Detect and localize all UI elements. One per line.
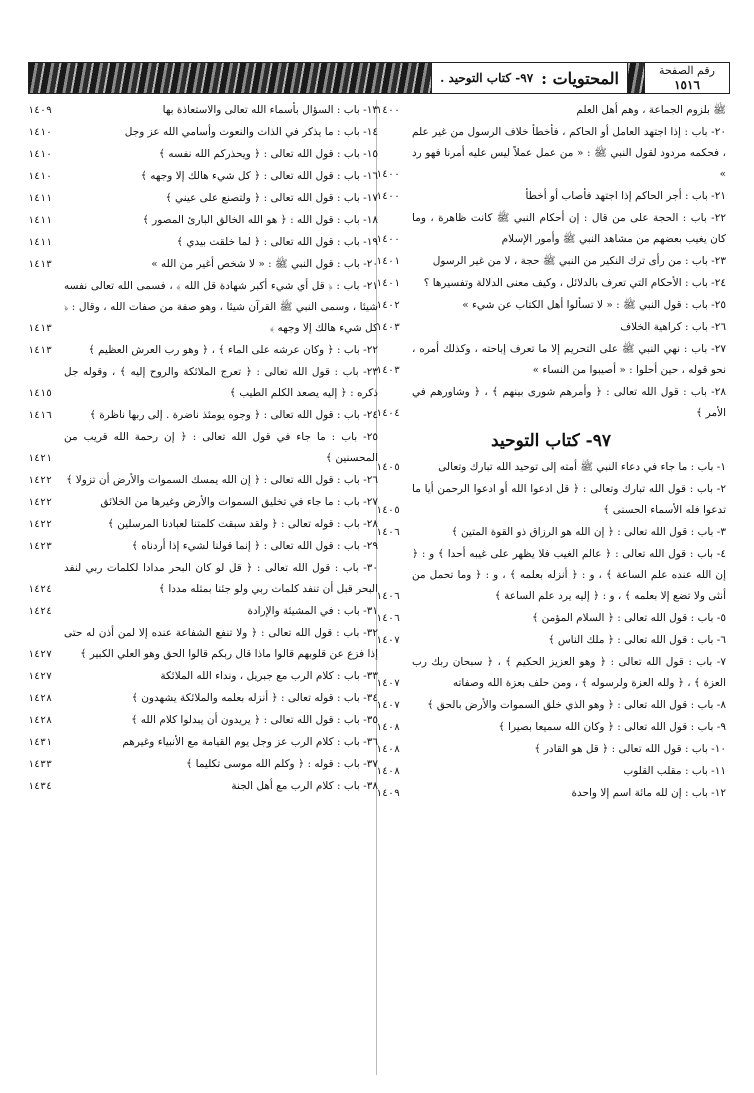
toc-entry-title: ٢٣- باب : قول الله تعالى : ﴿ تعرج الملائكة والروح إليه ﴾ ، وقوله جل ذكره : ﴿ إليه يصعد الكلم الطيب ﴾ [64,366,378,399]
toc-entry-title: ٥- باب : قول الله تعالى : ﴿ السلام المؤمن ﴾ [532,612,726,624]
toc-entry[interactable] [28,276,378,340]
toc-entry[interactable] [376,382,726,425]
toc-entry[interactable] [376,457,726,479]
toc-entry[interactable] [376,717,726,739]
toc-entry-page: ١٤١٣ [28,323,53,334]
toc-entry-title: ٣٦- باب : كلام الرب عز وجل يوم القيامة مع الأنبياء وغيرهم [122,736,378,748]
toc-entry-page: ١٤٠٨ [376,744,401,755]
header-subtitle: ٩٧- كتاب التوحيد . [440,71,534,85]
toc-entry-page: ١٤٠٣ [376,322,401,333]
toc-entry[interactable] [376,608,726,630]
toc-entry[interactable] [28,732,378,754]
toc-entry-title: ١٧- باب : قول الله تعالى : ﴿ ولتصنع على عيني ﴾ [165,192,378,204]
toc-entry[interactable] [28,100,378,122]
toc-entry[interactable] [376,630,726,652]
toc-entry-title: ٢٤- باب : الأحكام التي تعرف بالدلائل ، وكيف معنى الدلالة وتفسيرها ؟ [423,277,726,289]
toc-entry[interactable] [376,186,726,208]
toc-entry[interactable] [376,339,726,382]
toc-entry-page: ١٤٢٧ [28,649,53,660]
toc-entry[interactable] [28,166,378,188]
toc-entry-page: ١٤٠٨ [376,722,401,733]
toc-entry[interactable] [28,340,378,362]
toc-entry-title: ٣٤- باب : قوله تعالى : ﴿ أنزله بعلمه والملائكة يشهدون ﴾ [131,692,378,704]
toc-entry[interactable] [28,232,378,254]
section-title: ٩٧- كتاب التوحيد [491,431,611,451]
toc-entry-page: ١٤٠٦ [376,527,401,538]
toc-entry-title: ٣٧- باب : قوله : ﴿ وكلم الله موسى تكليما ﴾ [186,758,378,770]
toc-entry-title: ١٥- باب : قول الله تعالى : ﴿ ويحذركم الله نفسه ﴾ [158,148,378,160]
toc-entry-page: ١٤١٠ [28,127,53,138]
toc-entry[interactable] [376,652,726,695]
toc-entry-page: ١٤٢٧ [28,671,53,682]
toc-entry-title: ١٦- باب : قول الله تعالى : ﴿ كل شيء هالك إلا وجهه ﴾ [140,170,378,182]
toc-entry[interactable] [376,479,726,522]
toc-entry-title: ٢٥- باب : قول النبي ﷺ : « لا تسألوا أهل الكتاب عن شيء » [462,299,726,311]
toc-entry-page: ١٤١٠ [28,149,53,160]
toc-entry-page: ١٤١١ [28,237,53,248]
toc-entry[interactable] [376,739,726,761]
toc-entry-title: ٦- باب : قول الله تعالى : ﴿ ملك الناس ﴾ [548,634,726,646]
contents-column-left [28,100,378,798]
toc-entry[interactable] [28,688,378,710]
toc-entry-title: ٩- باب : قول الله تعالى : ﴿ وكان الله سميعا بصيرا ﴾ [498,721,726,733]
toc-entry[interactable] [28,122,378,144]
toc-entry-page: ١٤٣١ [28,737,53,748]
toc-entry-title: ٢٠- باب : قول النبي ﷺ : « لا شخص أغير من الله » [151,258,378,270]
toc-entry[interactable] [28,254,378,276]
toc-entry-page: ١٤٢٢ [28,519,53,530]
toc-entry-title: ٢٦- باب : قول الله تعالى : ﴿ إن الله يمسك السموات والأرض أن تزولا ﴾ [66,474,378,486]
toc-entry[interactable] [376,273,726,295]
toc-entry-title: ٢٧- باب : ما جاء في تخليق السموات والأرض وغيرها من الخلائق [100,496,378,508]
toc-entry-page: ١٤٠١ [376,278,401,289]
toc-entry-title: ١١- باب : مقلب القلوب [623,765,726,777]
toc-entry-title: ٢١- باب : أجر الحاكم إذا اجتهد فأصاب أو أخطأ [525,190,726,202]
toc-entry[interactable] [376,317,726,339]
toc-entry[interactable] [376,761,726,783]
toc-entry-title: ١٠- باب : قول الله تعالى : ﴿ قل هو القادر ﴾ [534,743,726,755]
toc-entry-title: ٣٢- باب : قول الله تعالى : ﴿ ولا تنفع الشفاعة عنده إلا لمن أذن له حتى إذا فزع عن قلوبهم قالوا ماذا قال ربكم قالوا الحق وهو العلي الكبير ﴾ [64,627,378,660]
toc-entry-title: ٢٣- باب : من رأى ترك النكير من النبي ﷺ حجة ، لا من غير الرسول [432,255,726,267]
toc-entry-title: ٣١- باب : في المشيئة والإرادة [247,605,378,617]
toc-entry-title: ٢٠- باب : إذا اجتهد العامل أو الحاكم ، فأخطأ خلاف الرسول من غير علم ، فحكمه مردود لقول النبي ﷺ : « من عمل عملاً ليس عليه أمرنا فهو رد » [412,126,726,180]
toc-entry-title: ٢٨- باب : قول الله تعالى : ﴿ وأمرهم شورى بينهم ﴾ ، ﴿ وشاورهم في الأمر ﴾ [412,386,726,419]
toc-entry-page: ١٤٠٧ [376,678,401,689]
toc-entry[interactable] [28,514,378,536]
page-number: ١٥١٦ [674,78,700,92]
toc-entry-title: ١٨- باب : قول الله : ﴿ هو الله الخالق البارئ المصور ﴾ [142,214,378,226]
toc-entry-title: ﷺ بلزوم الجماعة ، وهم أهل العلم [576,104,726,116]
toc-entry-page: ١٤٢٤ [28,606,53,617]
header-title-box [431,63,628,93]
toc-entry-title: ١- باب : ما جاء في دعاء النبي ﷺ أمته إلى توحيد الله تبارك وتعالى [438,461,726,473]
toc-entry-title: ٢٢- باب : ﴿ وكان عرشه على الماء ﴾ ، ﴿ وهو رب العرش العظيم ﴾ [88,344,378,356]
toc-entry-page: ١٤٢٢ [28,475,53,486]
page-number-box [644,63,729,93]
toc-entry[interactable] [28,210,378,232]
toc-entry[interactable] [28,188,378,210]
toc-entry[interactable] [376,295,726,317]
toc-entry[interactable] [376,544,726,608]
toc-entry[interactable] [28,776,378,798]
toc-entry[interactable] [376,100,726,122]
toc-entry[interactable] [376,522,726,544]
toc-entry-page: ١٤١٣ [28,259,53,270]
toc-entry-title: ٢٧- باب : نهي النبي ﷺ على التحريم إلا ما تعرف إباحته ، وكذلك أمره ، نحو قوله ، حين أحلوا : « أصيبوا من النساء » [412,343,726,376]
contents-column-right [376,100,726,805]
toc-entry-title: ٨- باب : قول الله تعالى : ﴿ وهو الذي خلق السموات والأرض بالحق ﴾ [427,699,726,711]
toc-entry[interactable] [28,536,378,558]
toc-entry-page: ١٤٠٦ [376,613,401,624]
toc-entry[interactable] [28,362,378,405]
page-header [28,62,730,94]
toc-entry-page: ١٤٠٧ [376,635,401,646]
toc-entry-title: ٢٨- باب : قوله تعالى : ﴿ ولقد سبقت كلمتنا لعبادنا المرسلين ﴾ [107,518,378,530]
toc-entry-title: ٣- باب : قول الله تعالى : ﴿ إن الله هو الرزاق ذو القوة المتين ﴾ [451,526,726,538]
toc-entry-page: ١٤٢٣ [28,541,53,552]
toc-entry-page: ١٤٢١ [28,453,53,464]
toc-entry[interactable] [376,251,726,273]
toc-entry[interactable] [28,144,378,166]
toc-entry[interactable] [28,754,378,776]
toc-entry-title: ٣٥- باب : قول الله تعالى : ﴿ يريدون أن يبدلوا كلام الله ﴾ [131,714,378,726]
toc-entry-title: ٢٢- باب : الحجة على من قال : إن أحكام النبي ﷺ كانت ظاهرة ، وما كان يغيب بعضهم من مشاهد النبي ﷺ وأمور الإسلام [412,212,726,245]
header-title: المحتويات : [541,68,619,88]
toc-entry[interactable] [376,783,726,805]
toc-entry-page: ١٤٣٤ [28,781,53,792]
toc-entry-page: ١٤٠٠ [376,169,401,180]
toc-entry[interactable] [28,427,378,470]
toc-entry-page: ١٤١١ [28,215,53,226]
toc-entry-title: ٢٦- باب : كراهية الخلاف [620,321,726,333]
toc-entry-title: ٧- باب : قول الله تعالى : ﴿ وهو العزيز الحكيم ﴾ ، ﴿ سبحان ربك رب العزة ﴾ ، ﴿ ولله العزة ولرسوله ﴾ ، ومن حلف بعزة الله وصفاته [412,656,726,689]
toc-entry-page: ١٤٢٢ [28,497,53,508]
toc-entry-page: ١٤٠٠ [376,191,401,202]
toc-entry[interactable] [376,122,726,186]
toc-entry-page: ١٤٢٨ [28,715,53,726]
toc-entry[interactable] [376,695,726,717]
toc-entry[interactable] [28,470,378,492]
toc-entry-page: ١٤٠٧ [376,700,401,711]
toc-entry-page: ١٤٠٣ [376,365,401,376]
toc-entry[interactable] [28,666,378,688]
toc-entry-page: ١٤٠١ [376,256,401,267]
toc-entry[interactable] [28,405,378,427]
toc-entry[interactable] [28,601,378,623]
toc-entry-title: ١٤- باب : ما يذكر في الذات والنعوت وأسامي الله عز وجل [124,126,378,138]
toc-entry[interactable] [376,208,726,251]
toc-entry-page: ١٤٠٠ [376,234,401,245]
toc-entry-page: ١٤٠٤ [376,408,401,419]
toc-entry-page: ١٤٣٣ [28,759,53,770]
toc-entry-title: ٣٨- باب : كلام الرب مع أهل الجنة [231,780,378,792]
toc-entry[interactable] [28,558,378,601]
toc-entry-page: ١٤٢٤ [28,584,53,595]
toc-entry-title: ٣٣- باب : كلام الرب مع جبريل ، ونداء الله الملائكة [160,670,378,682]
toc-entry-page: ١٤١٥ [28,388,53,399]
toc-entry[interactable] [28,623,378,666]
toc-entry-page: ١٤٠٥ [376,462,401,473]
toc-entry-title: ٢٤- باب : قول الله تعالى : ﴿ وجوه يومئذ ناضرة . إلى ربها ناظرة ﴾ [89,409,378,421]
toc-entry[interactable] [28,710,378,732]
toc-entry-page: ١٤١٣ [28,345,53,356]
toc-entry-page: ١٤١١ [28,193,53,204]
toc-entry-title: ٣٠- باب : قول الله تعالى : ﴿ قل لو كان البحر مدادا لكلمات ربي لنفد البحر قبل أن تنفد كلمات ربي ولو جئنا بمثله مددا ﴾ [64,562,378,595]
toc-entry[interactable] [28,492,378,514]
toc-entry-page: ١٤٠٠ [376,105,401,116]
toc-entry-title: ٢- باب : قول الله تبارك وتعالى : ﴿ قل ادعوا الله أو ادعوا الرحمن أيا ما تدعوا فله الأسماء الحسنى ﴾ [412,483,726,516]
toc-entry-title: ١٢- باب : إن لله مائة اسم إلا واحدة [571,787,726,799]
toc-entry-page: ١٤٠٢ [376,300,401,311]
toc-entry-title: ٢١- باب : ﴿ قل أي شيء أكبر شهادة قل الله ﴾ ، فسمى الله تعالى نفسه شيئا ، وسمى النبي ﷺ القرآن شيئا ، وهو صفة من صفات الله ، وقال : ﴿ كل شيء هالك إلا وجهه ﴾ [64,280,378,334]
toc-entry-title: ١٣- باب : السؤال بأسماء الله تعالى والاستعاذة بها [162,104,378,116]
toc-entry-page: ١٤١٠ [28,171,53,182]
toc-entry-page: ١٤٢٨ [28,693,53,704]
toc-entry-title: ٤- باب : قول الله تعالى : ﴿ عالم الغيب فلا يظهر على غيبه أحدا ﴾ و : ﴿ إن الله عنده علم الساعة ﴾ ، و : ﴿ أنزله بعلمه ﴾ ، و : ﴿ وما تحمل من أنثى ولا تضع إلا بعلمه ﴾ ، و : ﴿ إليه يرد علم الساعة ﴾ [412,548,726,602]
toc-entry-page: ١٤١٦ [28,410,53,421]
toc-entry-title: ١٩- باب : قول الله تعالى : ﴿ لما خلقت بيدي ﴾ [176,236,378,248]
toc-entry-page: ١٤٠٩ [28,105,53,116]
toc-entry-title: ٢٥- باب : ما جاء في قول الله تعالى : ﴿ إن رحمة الله قريب من المحسنين ﴾ [64,431,378,464]
page-number-label: رقم الصفحة [659,64,715,77]
toc-entry-page: ١٤٠٥ [376,505,401,516]
toc-entry-page: ١٤٠٩ [376,788,401,799]
toc-entry-page: ١٤٠٦ [376,591,401,602]
toc-entry-page: ١٤٠٨ [376,766,401,777]
toc-entry-title: ٢٩- باب : قول الله تعالى : ﴿ إنما قولنا لشيء إذا أردناه ﴾ [131,540,378,552]
